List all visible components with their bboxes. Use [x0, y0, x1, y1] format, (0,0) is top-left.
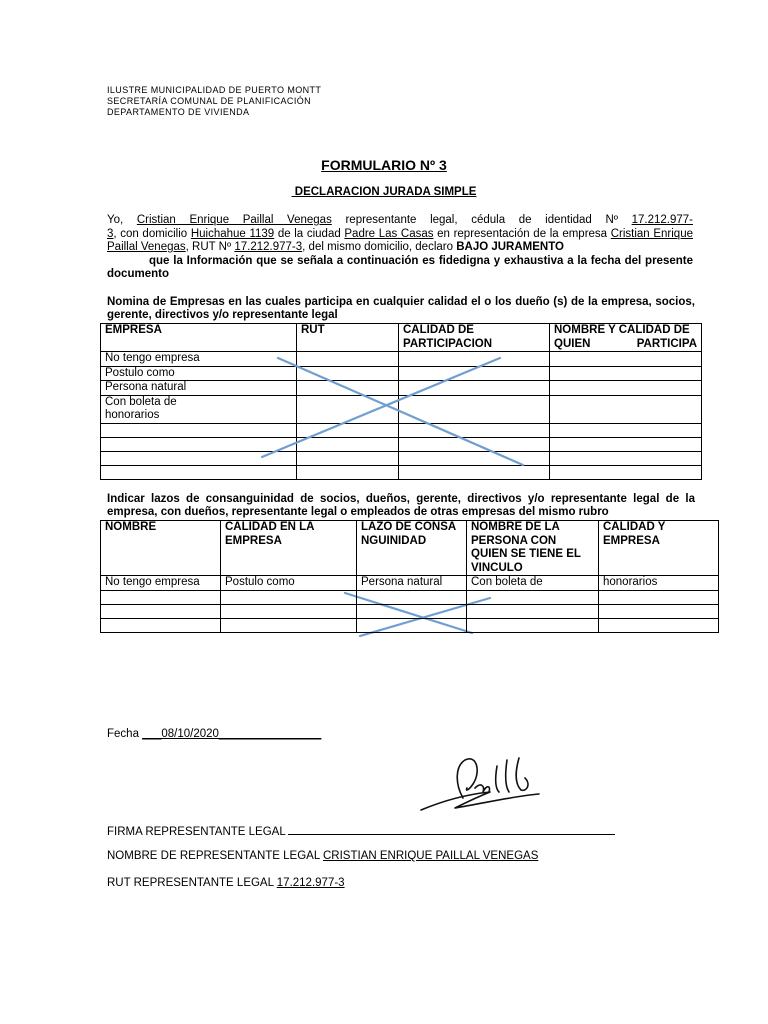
decl-text: en representación de la empresa [433, 227, 611, 240]
cell: honorarios [599, 576, 719, 591]
cell [467, 604, 599, 618]
cell [357, 604, 467, 618]
col-header: CALIDAD DE PARTICIPACION [399, 324, 550, 352]
table-row [101, 576, 719, 591]
table-row [101, 590, 719, 604]
col-header: NOMBRE Y CALIDAD DE QUIEN PARTICIPA [550, 324, 702, 352]
kinship-table [100, 520, 719, 633]
signature-label: FIRMA REPRESENTANTE LEGAL [107, 826, 289, 838]
cell [101, 604, 221, 618]
col-header: LAZO DE CONSANGUINIDAD [357, 521, 467, 576]
form-title: FORMULARIO Nº 3 [321, 157, 447, 173]
header-line-2: SECRETARÍA COMUNAL DE PLANIFICACIÓN [107, 96, 312, 106]
col-header: CALIDAD EN LA EMPRESA [221, 521, 357, 576]
representative-name-label: NOMBRE DE REPRESENTANTE LEGAL [107, 850, 323, 862]
cross-line-1a [278, 358, 523, 465]
col-header: RUT [297, 324, 399, 352]
declarant-address: Huichahue 1139 [190, 227, 275, 240]
col-header: NOMBRE [101, 521, 221, 576]
section1-heading: Nomina de Empresas en las cuales participa en cualquier calidad el o los dueño (s) de la empresa, socios, gerente, directivos y/o representante legal [107, 296, 695, 321]
date-line [107, 728, 321, 740]
section2-heading: Indicar lazos de consanguinidad de socios, dueños, gerente, directivos y/o representante legal de la empresa, con dueños, representante legal o empleados de otras empresas del mismo rubro [107, 493, 695, 518]
company-rut: 17.212.977-3 [234, 241, 303, 254]
cell: Postulo como [101, 366, 297, 381]
date-value: ___08/10/2020________________ [142, 728, 322, 740]
date-label: Fecha [107, 728, 143, 740]
cell: Con boleta de honorarios [101, 395, 297, 423]
declarant-city: Padre Las Casas [344, 227, 434, 240]
signature-blank [288, 824, 615, 835]
col-header: NOMBRE DE LA PERSONA CON QUIEN SE TIENE EL VINCULO [467, 521, 599, 576]
signature-line [107, 824, 615, 838]
oath-label: BAJO JURAMENTO [456, 241, 564, 254]
signature-image [415, 748, 545, 818]
table-row [101, 604, 719, 618]
declarant-rut: 17.212.977-3 [107, 214, 693, 240]
representative-name: CRISTIAN ENRIQUE PAILLAL VENEGAS [323, 850, 539, 862]
decl-text: , RUT Nº [185, 241, 235, 254]
representative-rut: 17.212.977-3 [276, 877, 345, 889]
form-subtitle: DECLARACION JURADA SIMPLE [291, 186, 477, 198]
cell [101, 618, 221, 632]
cell [599, 604, 719, 618]
cell: No tengo empresa [101, 352, 297, 367]
oath-statement: que la Información que se señala a continuación es fidedigna y exhaustiva a la fecha del presente documento [107, 254, 693, 281]
decl-text: representante legal, cédula de identidad Nº [331, 214, 632, 226]
cell: No tengo empresa [101, 576, 221, 591]
cell [221, 618, 357, 632]
cell: Persona natural [101, 381, 297, 396]
cell [221, 590, 357, 604]
cell [467, 618, 599, 632]
decl-text: de la ciudad [274, 227, 345, 240]
header-line-3: DEPARTAMENTO DE VIVIENDA [107, 107, 250, 117]
representative-rut-label: RUT REPRESENTANTE LEGAL [107, 877, 277, 889]
table-header-row [101, 521, 719, 576]
cell [357, 590, 467, 604]
header-line-1: ILUSTRE MUNICIPALIDAD DE PUERTO MONTT [107, 85, 322, 95]
table-row [101, 618, 719, 632]
decl-text: , con domicilio [113, 227, 191, 240]
decl-text: , del mismo domicilio, declaro [302, 241, 457, 254]
cell [599, 618, 719, 632]
cell: Postulo como [221, 576, 357, 591]
cell: Persona natural [357, 576, 467, 591]
col-header: EMPRESA [101, 324, 297, 352]
rut-line [107, 877, 345, 889]
cell [101, 590, 221, 604]
cell [599, 590, 719, 604]
col-header: CALIDAD Y EMPRESA [599, 521, 719, 576]
decl-text: Yo, [107, 214, 137, 226]
company-name: Cristian Enrique Paillal Venegas [107, 227, 693, 254]
cell [357, 618, 467, 632]
cross-line-1b [262, 358, 500, 457]
declarant-name: Cristian Enrique Paillal Venegas [136, 214, 332, 226]
cell: Con boleta de [467, 576, 599, 591]
cell [467, 590, 599, 604]
name-line [107, 850, 538, 862]
cell [221, 604, 357, 618]
